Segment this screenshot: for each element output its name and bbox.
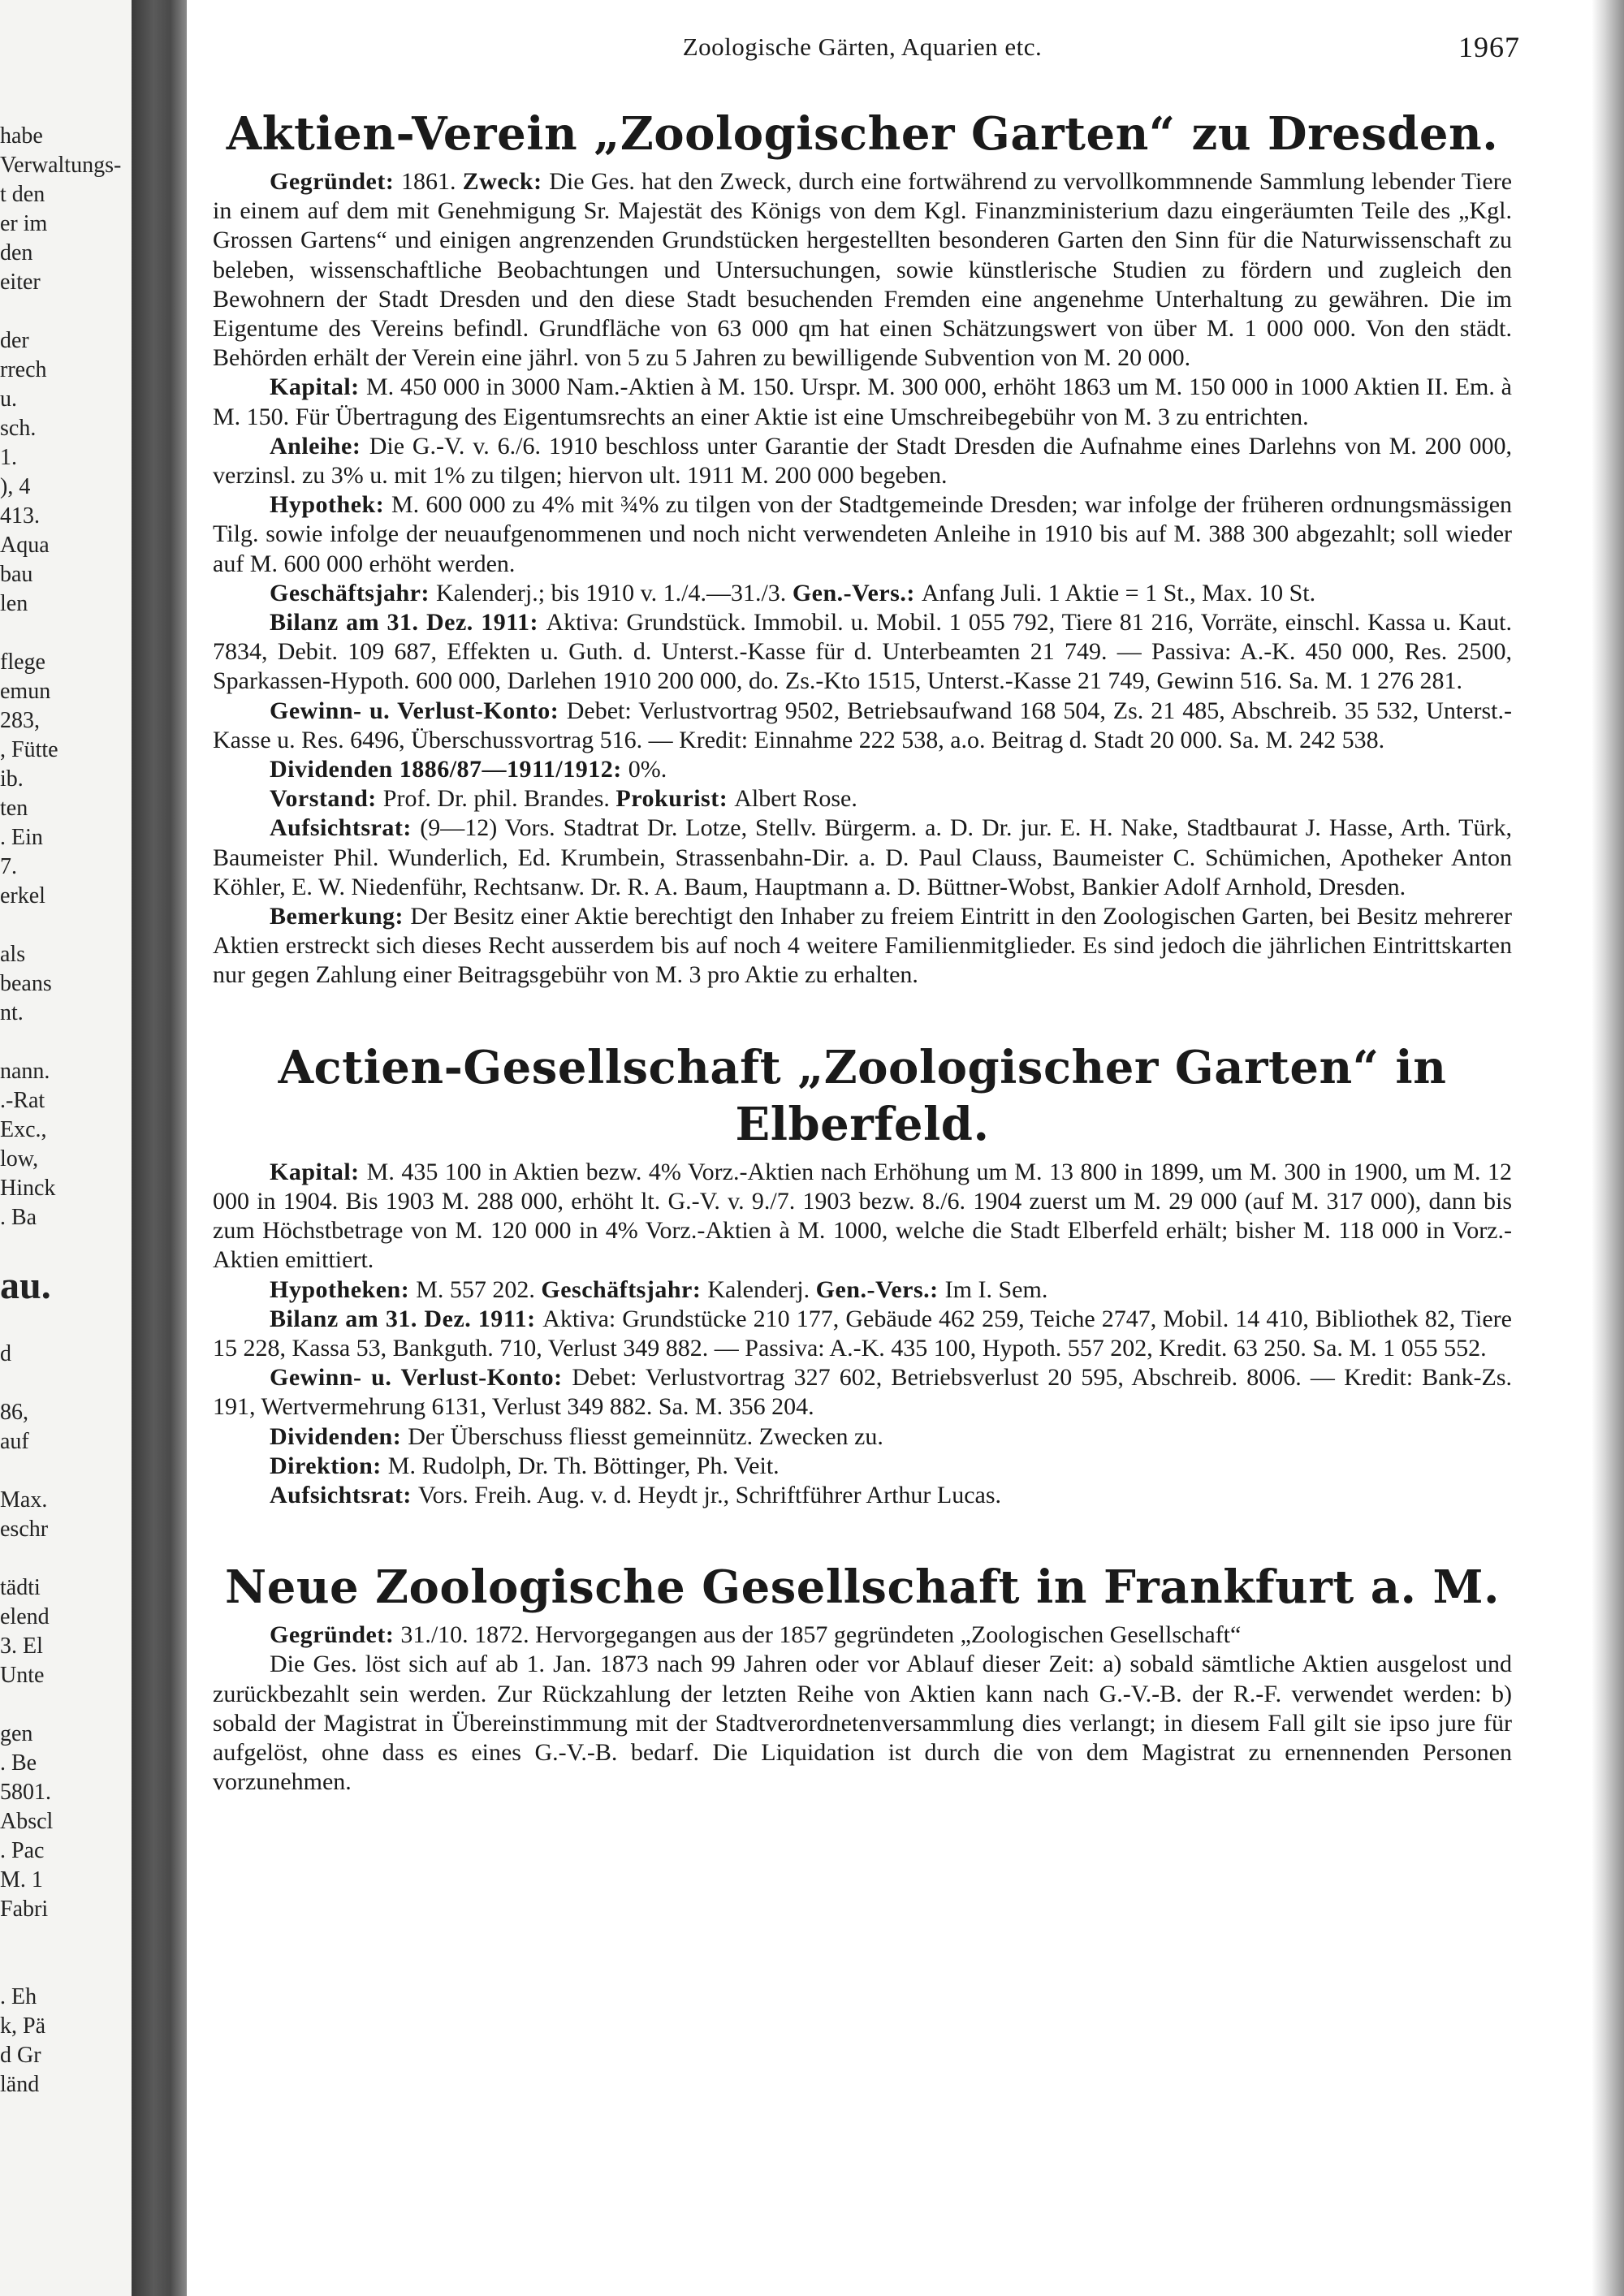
entry-paragraph [213, 697, 1512, 755]
facing-page-fragment: rrech [0, 357, 47, 382]
facing-page-fragment [0, 1457, 132, 1486]
facing-page-fragment: .-Rat [0, 1088, 45, 1113]
facing-page-fragment: er im [0, 211, 48, 236]
entry-paragraph [213, 490, 1512, 579]
facing-page-fragment: . Eh [0, 1984, 37, 2009]
facing-page-fragment: . Pac [0, 1838, 45, 1863]
field-text: Debet: Verlustvortrag 9502, Betriebsaufwand 168 504, Zs. 21 485, Abschreib. 35 532, Unterst.-Kasse u. Res. 6496, Überschussvortrag 516. — Kredit: Einnahme 222 538, a.o. Beitrag d. Stadt 20 000. Sa. M. 242 538. [213, 697, 1512, 753]
field-label: Anleihe: [270, 432, 369, 460]
facing-page-fragment: M. 1 [0, 1867, 43, 1892]
field-text: Debet: Verlustvortrag 327 602, Betriebsverlust 20 595, Abschreib. 8006. — Kredit: Bank-Zs. 191, Wertvermehrung 6131, Verlust 349 882. Sa. M. 356 204. [213, 1364, 1512, 1421]
facing-page-fragment: tädti [0, 1575, 41, 1600]
entry-paragraph [213, 1305, 1512, 1363]
facing-page-fragment: nann. [0, 1059, 50, 1084]
entry-paragraph [213, 1275, 1512, 1305]
facing-page-fragment: Aqua [0, 533, 50, 558]
facing-page-fragment: nt. [0, 1000, 24, 1025]
field-label: Dividenden: [270, 1422, 408, 1450]
facing-page-text [0, 122, 132, 2100]
field-label: Direktion: [270, 1452, 388, 1479]
field-text: Prof. Dr. phil. Brandes. [382, 785, 616, 813]
facing-page-fragment: au. [0, 1264, 51, 1307]
page-number: 1967 [1458, 31, 1520, 63]
facing-page-fragment: 1. [0, 445, 17, 470]
field-text: Aktiva: Grundstücke 210 177, Gebäude 462 259, Teiche 2747, Mobil. 14 410, Bibliothek 82, Tiere 15 228, Kassa 53, Bankguth. 710, Verlust 349 882. — Passiva: A.-K. 435 100, Hypoth. 557 202, Kredit. 63 250. Sa. M. 1 055 552. [213, 1305, 1512, 1362]
field-label: Hypotheken: [270, 1275, 417, 1303]
facing-page-fragment [0, 911, 132, 940]
field-label: Kapital: [270, 1158, 367, 1185]
facing-page-fragment: gen [0, 1721, 33, 1746]
entry-paragraph [213, 1621, 1512, 1650]
field-text: 31./10. 1872. Hervorgegangen aus der 1857 gegründeten „Zoologischen Gesellschaft“ [400, 1621, 1242, 1649]
field-text: Der Überschuss fliesst gemeinnütz. Zwecken zu. [408, 1422, 883, 1450]
field-label: Kapital: [270, 373, 366, 401]
field-label: Aufsichtsrat: [270, 814, 421, 842]
facing-page-fragment: k, Pä [0, 2013, 45, 2039]
facing-page-fragment: Exc., [0, 1117, 47, 1142]
field-text: Aktiva: Grundstück. Immobil. u. Mobil. 1 055 792, Tiere 81 216, Vorräte, einschl. Kassa u. Kaut. 7834, Debit. 109 687, Effekten u. Guth. d. Unterst.-Kasse für d. Unterbeamten 21 749. — Passiva: A.-K. 450 000, Res. 2500, Sparkassen-Hypoth. 600 000, Darlehen 1910 200 000, do. Zs.-Kto 1515, Unterst.-Kasse 21 749, Gewinn 516. Sa. M. 1 276 281. [213, 609, 1512, 695]
field-label: Gewinn- u. Verlust-Konto: [270, 1364, 572, 1392]
book-gutter [132, 0, 187, 2296]
field-label: Zweck: [462, 168, 550, 195]
field-label: Geschäftsjahr: [270, 579, 436, 606]
entries [213, 106, 1512, 1797]
facing-page-fragment: 283, [0, 708, 40, 733]
entry-title: Actien-Gesellschaft „Zoologischer Garten“ in Elberfeld. [278, 1040, 1447, 1151]
field-label: Bilanz am 31. Dez. 1911: [270, 609, 546, 637]
facing-page-fragment: habe [0, 123, 43, 149]
facing-page-fragment: d Gr [0, 2043, 41, 2068]
field-text: Kalenderj.; bis 1910 v. 1./4.—31./3. [435, 579, 793, 606]
field-label: Dividenden 1886/87—1911/1912: [270, 756, 628, 783]
facing-page-fragment: d [0, 1341, 11, 1366]
entry-title: Aktien-Verein „Zoologischer Garten“ zu Dresden. [226, 107, 1499, 161]
field-label: Prokurist: [615, 785, 735, 813]
field-label: Geschäftsjahr: [541, 1275, 708, 1303]
field-text: M. 435 100 in Aktien bezw. 4% Vorz.-Aktien nach Erhöhung um M. 13 800 in 1899, um M. 300 in 1900, um M. 12 000 in 1904. Bis 1903 M. 288 000, erhöht lt. G.-V. v. 9./7. 1903 bezw. 8./6. 1904 zuerst um M. 29 000 (auf M. 317 000), dann bis zum Höchstbetrage von M. 120 000 in 4% Vorz.-Aktien à M. 1000, welche die Stadt Elberfeld erhält; bisher M. 118 000 in Vorz.-Aktien emittiert. [213, 1158, 1512, 1274]
entry-paragraph [213, 579, 1512, 608]
field-text: M. 450 000 in 3000 Nam.-Aktien à M. 150. Urspr. M. 300 000, erhöht 1863 um M. 150 000 in 1000 Aktien II. Em. à M. 150. Für Übertragung des Eigentumsrechts an einer Aktie ist eine Umschreibegebühr von M. 3 zu entrichten. [213, 373, 1513, 430]
company-entry [213, 1039, 1512, 1510]
entry-paragraph [213, 1422, 1512, 1452]
entry-paragraph [213, 755, 1512, 784]
entry-paragraph [213, 432, 1512, 490]
entry-paragraph [213, 1650, 1512, 1797]
facing-page-fragment: erkel [0, 883, 45, 908]
field-label: Gegründet: [270, 1621, 401, 1649]
facing-page-fragment: eschr [0, 1517, 49, 1542]
facing-page-fragment: 5801. [0, 1780, 51, 1805]
field-text: M. Rudolph, Dr. Th. Böttinger, Ph. Veit. [387, 1452, 780, 1479]
facing-page-fragment: 86, [0, 1400, 28, 1425]
field-label: Aufsichtsrat: [270, 1481, 418, 1508]
entry-paragraph [213, 167, 1512, 373]
facing-page-fragment: den [0, 240, 33, 265]
facing-page-fragment: länd [0, 2072, 40, 2097]
facing-page-fragment: bau [0, 562, 33, 587]
facing-page-fragment: . Ein [0, 825, 43, 850]
field-text: 1861. [400, 168, 463, 195]
facing-page-fragment: , Fütte [0, 737, 58, 762]
facing-page-fragment: ib. [0, 766, 24, 792]
field-text: Die Ges. hat den Zweck, durch eine fortwährend zu vervollkommnende Sammlung lebender Tiere in einem auf dem mit Genehmigung Sr. Majestät des Königs von dem Kgl. Finanzministerium dazu eingeräumten Teile des „Kgl. Grossen Gartens“ und einigen angrenzenden Grundstücken hergestellten besonderen Garten den Sinn für die Naturwissenschaft zu beleben, wissenschaftliche Beobachtungen und Untersuchungen, sowie künstlerische Studien zu fördern und zugleich den Bewohnern der Stadt Dresden und den diese Stadt besuchenden Fremden eine angenehme Unterhaltung zu gewähren. Die im Eigentume des Vereins befindl. Grundfläche von 63 000 qm hat einen Schätzungswert von über M. 1 000 000. Von den städt. Behörden erhält der Verein eine jährl. von 5 zu 5 Jahren zu bewilligende Subvention von M. 20 000. [213, 168, 1513, 372]
page [213, 31, 1520, 1845]
field-text: Im I. Sem. [944, 1275, 1048, 1303]
facing-page-fragment [0, 619, 132, 648]
field-text: Die G.-V. v. 6./6. 1910 beschloss unter Garantie der Stadt Dresden die Aufnahme eines Darlehns von M. 200 000, verzinsl. zu 3% u. mit 1% zu tilgen; hiervon ult. 1911 M. 200 000 begeben. [213, 432, 1512, 490]
field-label: Gen.-Vers.: [815, 1275, 945, 1303]
page-edge-shadow [1592, 0, 1624, 2296]
entry-paragraph [213, 814, 1512, 902]
facing-page-edge [0, 0, 132, 2296]
field-text: Kalenderj. [707, 1275, 816, 1303]
facing-page-fragment: 7. [0, 854, 17, 879]
field-text: 0%. [628, 756, 667, 783]
entry-paragraph [213, 1481, 1512, 1510]
field-text: Der Besitz einer Aktie berechtigt den Inhaber zu freiem Eintritt in den Zoologischen Garten, bei Besitz mehrerer Aktien erstreckt sich dieses Recht ausserdem bis auf noch 4 weitere Familienmitglieder. Es sind jedoch die jährlichen Eintrittskarten nur gegen Zahlung einer Beitragsgebühr von M. 3 pro Aktie zu erhalten. [213, 903, 1512, 989]
facing-page-fragment: eiter [0, 270, 41, 295]
facing-page-fragment: Abscl [0, 1809, 54, 1834]
facing-page-fragment: als [0, 942, 26, 967]
facing-page-fragment: ten [0, 796, 28, 821]
entry-title: Neue Zoologische Gesellschaft in Frankfurt a. M. [225, 1560, 1500, 1615]
facing-page-fragment [0, 1369, 132, 1398]
running-title: Zoologische Gärten, Aquarien etc. [682, 32, 1043, 61]
facing-page-fragment [0, 1232, 132, 1262]
entry-paragraph [213, 608, 1512, 697]
facing-page-fragment [0, 1924, 132, 1953]
field-text: Die Ges. löst sich auf ab 1. Jan. 1873 nach 99 Jahren oder vor Ablauf dieser Zeit: a) sobald sämtliche Aktien ausgelost und zurückbezahlt sein werden. Zur Rückzahlung der letzten Reihe von Aktien kann nach G.-V.-B. der R.-F. verwendet werden: b) sobald der Magistrat in Übereinstimmung mit der Stadtverordnetenversammlung dies verlangt; in diesem Fall gilt sie ipso jure für aufgelöst, ohne dass es eines G.-V.-B. bedarf. Die Liquidation ist durch die von dem Magistrat zu ernennenden Personen vorzunehmen. [213, 1651, 1512, 1796]
facing-page-fragment: emun [0, 679, 51, 704]
field-label: Gen.-Vers.: [792, 579, 922, 606]
facing-page-fragment: Max. [0, 1487, 48, 1513]
facing-page-fragment: 413. [0, 503, 40, 529]
field-label: Hypothek: [270, 491, 391, 519]
facing-page-fragment [0, 1690, 132, 1720]
field-label: Bemerkung: [270, 903, 411, 930]
facing-page-fragment: len [0, 591, 28, 616]
field-text: (9—12) Vors. Stadtrat Dr. Lotze, Stellv. Bürgerm. a. D. Dr. jur. E. H. Nake, Stadtbaurat J. Hasse, Arth. Türk, Baumeister Phil. Wunderlich, Ed. Krumbein, Strassenbahn-Dir. a. D. Paul Clauss, Baumeister C. Schümichen, Apotheker Anton Köhler, E. W. Niedenführ, Rechtsanw. Dr. R. A. Baum, Hauptmann a. D. Büttner-Wobst, Bankier Adolf Arnhold, Dresden. [213, 814, 1512, 900]
facing-page-fragment: . Ba [0, 1205, 37, 1230]
facing-page-fragment: t den [0, 182, 45, 207]
entry-paragraph [213, 1452, 1512, 1481]
company-entry [213, 106, 1512, 990]
facing-page-fragment: der [0, 328, 29, 353]
field-text: Anfang Juli. 1 Aktie = 1 St., Max. 10 St. [921, 579, 1316, 606]
facing-page-fragment: 3. El [0, 1634, 43, 1659]
field-text: M. 600 000 zu 4% mit ¾% zu tilgen von der Stadtgemeinde Dresden; war infolge der früheren ordnungsmässigen Tilg. sowie infolge der neuaufgenommenen und noch nicht verwendeten Anleihe in 1910 bis auf M. 388 300 abgezahlt; soll wieder auf M. 600 000 erhöht werden. [213, 491, 1513, 577]
facing-page-fragment: Hinck [0, 1176, 56, 1201]
facing-page-fragment: auf [0, 1429, 29, 1454]
facing-page-fragment: Unte [0, 1663, 45, 1688]
facing-page-fragment [0, 1310, 132, 1340]
facing-page-fragment: u. [0, 386, 17, 412]
field-label: Bilanz am 31. Dez. 1911: [270, 1305, 543, 1332]
field-text: M. 557 202. [416, 1275, 542, 1303]
field-text: Vors. Freih. Aug. v. d. Heydt jr., Schriftführer Arthur Lucas. [417, 1481, 1002, 1508]
field-text: Albert Rose. [734, 785, 857, 813]
facing-page-fragment: Fabri [0, 1897, 49, 1922]
facing-page-fragment: beans [0, 971, 52, 996]
field-label: Vorstand: [270, 785, 383, 813]
entry-paragraph [213, 1363, 1512, 1422]
entry-paragraph [213, 1158, 1512, 1275]
facing-page-fragment: sch. [0, 416, 37, 441]
field-label: Gegründet: [270, 168, 401, 195]
entry-paragraph [213, 902, 1512, 990]
facing-page-fragment: low, [0, 1146, 39, 1172]
facing-page-fragment: . Be [0, 1750, 37, 1776]
field-label: Gewinn- u. Verlust-Konto: [270, 697, 567, 724]
facing-page-fragment [0, 297, 132, 326]
company-entry [213, 1559, 1512, 1797]
entry-paragraph [213, 784, 1512, 814]
running-header [213, 31, 1520, 81]
facing-page-fragment: ), 4 [0, 474, 31, 499]
facing-page-fragment: elend [0, 1604, 50, 1629]
entry-paragraph [213, 373, 1512, 431]
facing-page-fragment [0, 1544, 132, 1573]
facing-page-fragment [0, 1028, 132, 1057]
facing-page-fragment [0, 1953, 132, 1983]
facing-page-fragment: flege [0, 650, 45, 675]
facing-page-fragment: Verwaltungs- [0, 153, 122, 178]
